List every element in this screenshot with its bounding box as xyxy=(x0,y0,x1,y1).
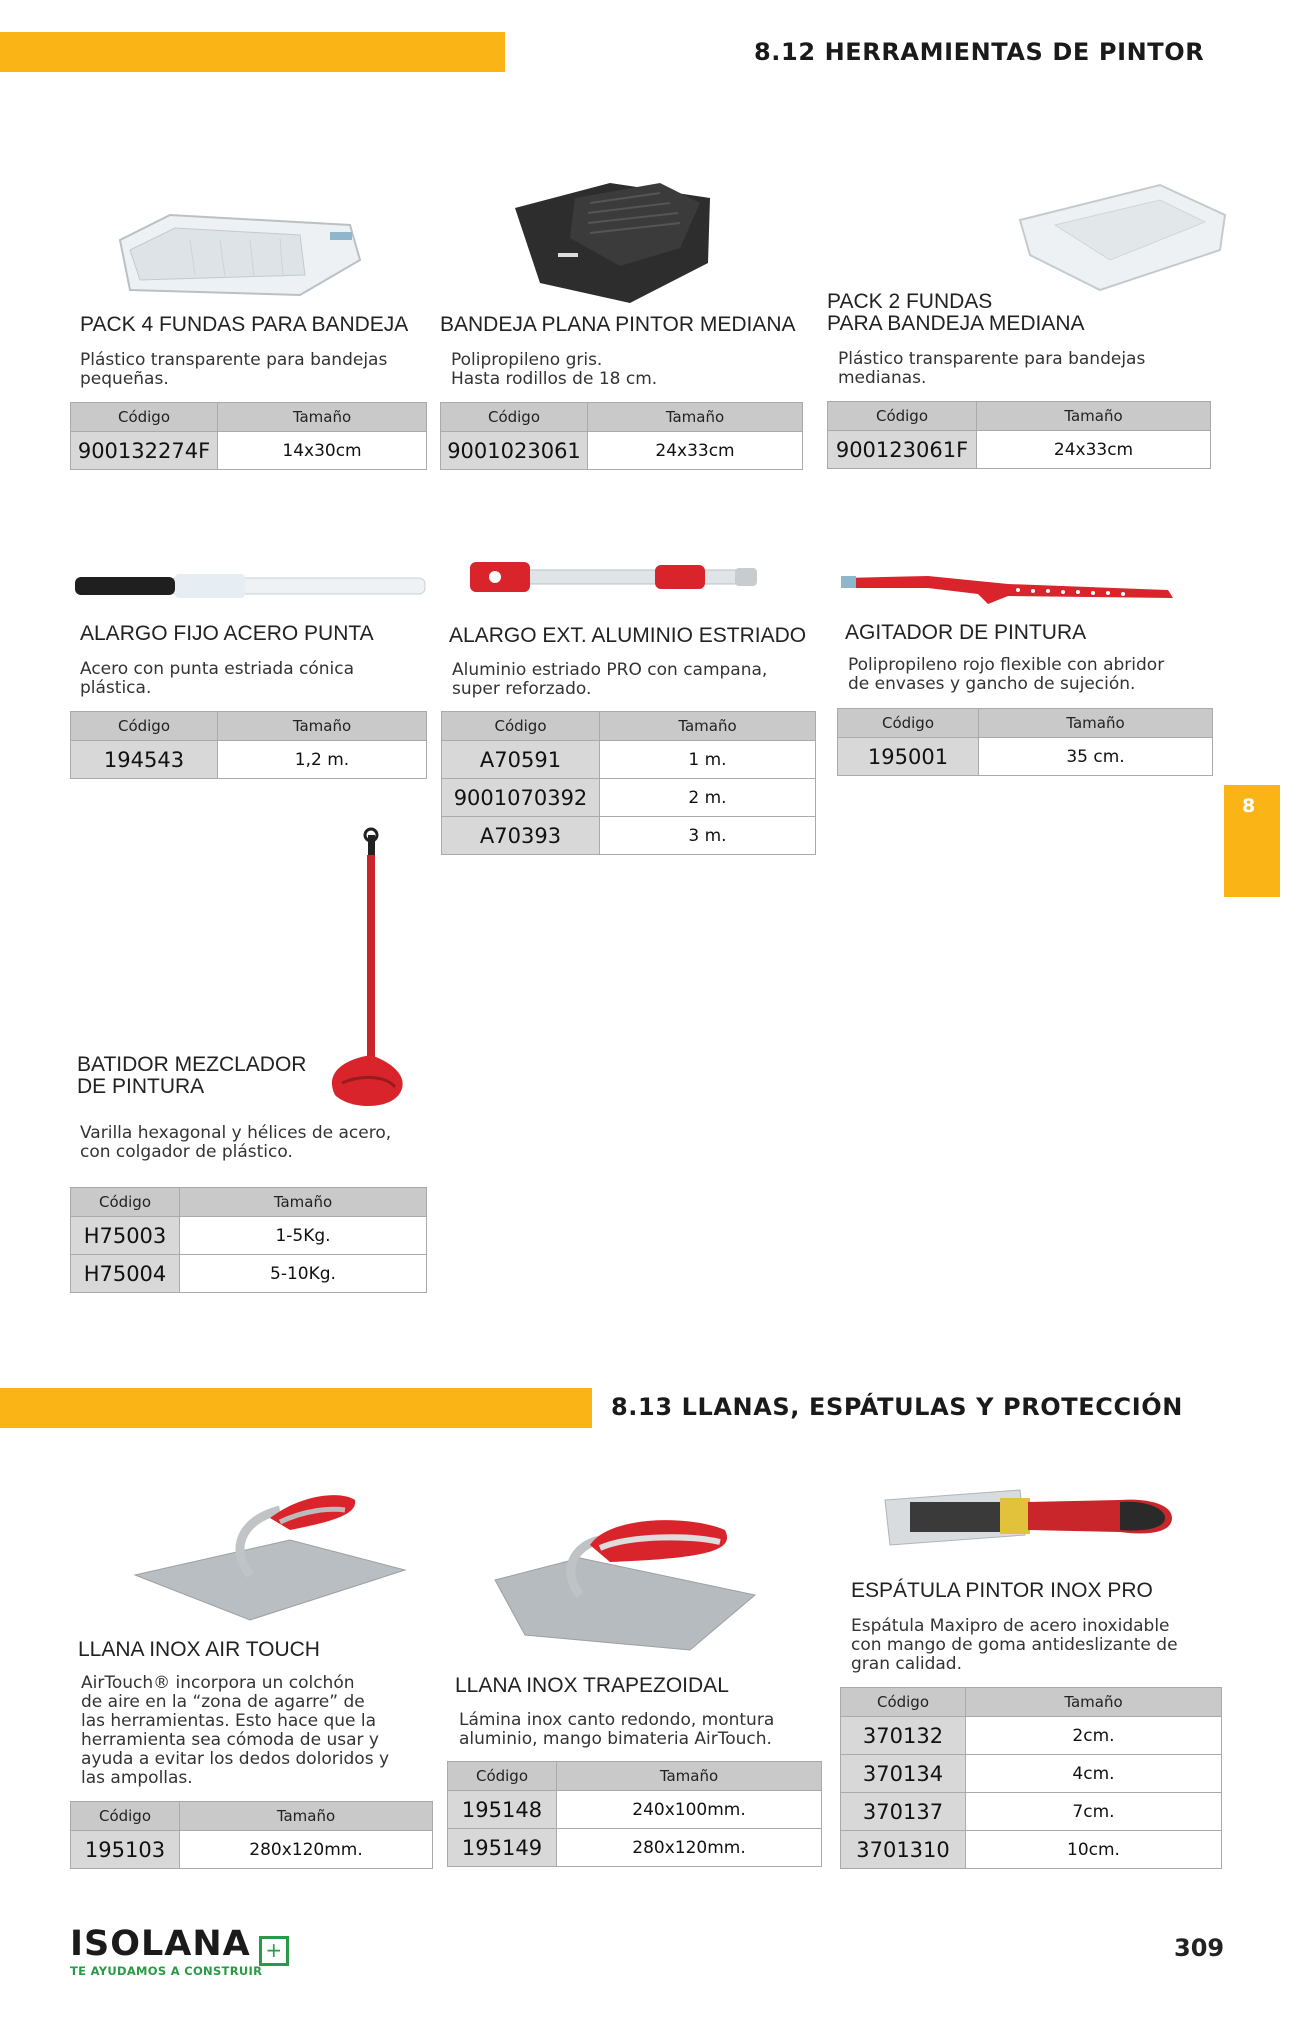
product-size: 240x100mm. xyxy=(557,1791,822,1829)
product-description: Lámina inox canto redondo, montura aluminio, mango bimateria AirTouch. xyxy=(459,1710,775,1749)
product-code: 9001070392 xyxy=(442,779,600,817)
extension-pole-image xyxy=(70,560,430,610)
product-title: LLANA INOX TRAPEZOIDAL xyxy=(455,1674,729,1697)
product-size: 5-10Kg. xyxy=(180,1255,427,1293)
product-size: 2 m. xyxy=(600,779,816,817)
section-accent-bar xyxy=(0,1388,592,1428)
product-title: ALARGO FIJO ACERO PUNTA xyxy=(80,622,374,645)
product-size: 24x33cm xyxy=(977,431,1211,469)
size-header: Tamaño xyxy=(218,712,427,741)
table-row xyxy=(448,1791,822,1829)
table-row xyxy=(71,1831,433,1869)
product-size: 24x33cm xyxy=(588,432,803,470)
code-header: Código xyxy=(441,403,588,432)
size-header: Tamaño xyxy=(180,1802,433,1831)
product-description: Varilla hexagonal y hélices de acero, con colgador de plástico. xyxy=(80,1123,392,1162)
size-header: Tamaño xyxy=(588,403,803,432)
tray-liner-image xyxy=(1010,180,1230,300)
size-header: Tamaño xyxy=(600,712,816,741)
product-size: 35 cm. xyxy=(979,738,1213,776)
chapter-tab xyxy=(1224,785,1280,897)
product-size: 7cm. xyxy=(966,1793,1222,1831)
product-title: BATIDOR MEZCLADOR DE PINTURA xyxy=(77,1053,307,1098)
table-row xyxy=(838,738,1213,776)
code-header: Código xyxy=(71,1802,180,1831)
table-row xyxy=(71,1255,427,1293)
product-title: ESPÁTULA PINTOR INOX PRO xyxy=(851,1579,1153,1602)
product-description: Plástico transparente para bandejas medianas. xyxy=(838,349,1146,388)
code-header: Código xyxy=(841,1688,966,1717)
plus-icon: + xyxy=(259,1936,289,1966)
table-row xyxy=(71,1217,427,1255)
size-header: Tamaño xyxy=(979,709,1213,738)
table-row xyxy=(441,432,803,470)
spec-table xyxy=(70,402,427,470)
table-row xyxy=(841,1793,1222,1831)
product-size: 4cm. xyxy=(966,1755,1222,1793)
logo-tagline: TE AYUDAMOS A CONSTRUIR xyxy=(70,1963,263,1978)
spec-table xyxy=(441,711,816,855)
trowel-image xyxy=(130,1480,410,1630)
product-description: Aluminio estriado PRO con campana, super reforzado. xyxy=(452,660,768,699)
spec-table xyxy=(440,402,803,470)
product-description: Plástico transparente para bandejas pequeñas. xyxy=(80,350,388,389)
putty-knife-image xyxy=(880,1470,1180,1560)
product-title: ALARGO EXT. ALUMINIO ESTRIADO xyxy=(449,624,807,647)
product-size: 1,2 m. xyxy=(218,741,427,779)
product-size: 3 m. xyxy=(600,817,816,855)
product-code: 195149 xyxy=(448,1829,557,1867)
spec-table xyxy=(840,1687,1222,1869)
code-header: Código xyxy=(71,403,218,432)
spec-table xyxy=(447,1761,822,1867)
tray-liner-image xyxy=(100,180,370,310)
product-description: Polipropileno rojo flexible con abridor de envases y gancho de sujeción. xyxy=(848,655,1165,694)
table-row xyxy=(442,779,816,817)
product-title: AGITADOR DE PINTURA xyxy=(845,621,1087,644)
section-title: 8.12 HERRAMIENTAS DE PINTOR xyxy=(754,38,1205,66)
paint-tray-image xyxy=(510,178,710,308)
spec-table xyxy=(70,1187,427,1293)
product-code: H75003 xyxy=(71,1217,180,1255)
product-code: A70591 xyxy=(442,741,600,779)
product-description: Acero con punta estriada cónica plástica. xyxy=(80,659,355,698)
product-size: 1 m. xyxy=(600,741,816,779)
code-header: Código xyxy=(838,709,979,738)
size-header: Tamaño xyxy=(218,403,427,432)
product-code: 370132 xyxy=(841,1717,966,1755)
size-header: Tamaño xyxy=(180,1188,427,1217)
table-row xyxy=(448,1829,822,1867)
product-title: PACK 2 FUNDAS PARA BANDEJA MEDIANA xyxy=(827,290,1085,335)
section-title: 8.13 LLANAS, ESPÁTULAS Y PROTECCIÓN xyxy=(611,1393,1183,1421)
product-code: 370137 xyxy=(841,1793,966,1831)
logo-name: ISOLANA xyxy=(70,1924,251,1964)
size-header: Tamaño xyxy=(557,1762,822,1791)
code-header: Código xyxy=(442,712,600,741)
page-number: 309 xyxy=(1174,1934,1225,1962)
spec-table xyxy=(70,1801,433,1869)
brand-logo xyxy=(70,1924,289,1978)
product-size: 14x30cm xyxy=(218,432,427,470)
paint-stirrer-image xyxy=(838,566,1178,611)
table-row xyxy=(71,741,427,779)
product-code: 900132274F xyxy=(71,432,218,470)
product-title: BANDEJA PLANA PINTOR MEDIANA xyxy=(440,313,796,336)
product-code: 9001023061 xyxy=(441,432,588,470)
spec-table xyxy=(837,708,1213,776)
product-code: A70393 xyxy=(442,817,600,855)
product-description: Espátula Maxipro de acero inoxidable con mango de goma antideslizante de gran calidad. xyxy=(851,1616,1178,1674)
product-title: LLANA INOX AIR TOUCH xyxy=(78,1638,320,1661)
product-size: 1-5Kg. xyxy=(180,1217,427,1255)
product-code: H75004 xyxy=(71,1255,180,1293)
size-header: Tamaño xyxy=(977,402,1211,431)
size-header: Tamaño xyxy=(966,1688,1222,1717)
table-row xyxy=(841,1831,1222,1869)
product-description: AirTouch® incorpora un colchón de aire en la “zona de agarre” de las herramientas. Esto hace que la herramienta sea cómoda de usar y ayuda a evitar los dedos doloridos y las ampollas. xyxy=(81,1673,390,1788)
product-title: PACK 4 FUNDAS PARA BANDEJA xyxy=(80,313,409,336)
paint-mixer-image xyxy=(320,825,410,1115)
product-code: 900123061F xyxy=(828,431,977,469)
spec-table xyxy=(70,711,427,779)
table-row xyxy=(442,741,816,779)
code-header: Código xyxy=(448,1762,557,1791)
table-row xyxy=(841,1755,1222,1793)
code-header: Código xyxy=(828,402,977,431)
product-code: 195001 xyxy=(838,738,979,776)
code-header: Código xyxy=(71,1188,180,1217)
product-code: 194543 xyxy=(71,741,218,779)
product-size: 280x120mm. xyxy=(557,1829,822,1867)
product-code: 195103 xyxy=(71,1831,180,1869)
product-code: 195148 xyxy=(448,1791,557,1829)
trowel-image xyxy=(490,1500,760,1670)
product-size: 10cm. xyxy=(966,1831,1222,1869)
table-row xyxy=(71,432,427,470)
product-description: Polipropileno gris. Hasta rodillos de 18 cm. xyxy=(451,350,658,389)
telescopic-pole-image xyxy=(465,548,765,608)
chapter-number: 8 xyxy=(1242,795,1256,817)
code-header: Código xyxy=(71,712,218,741)
product-size: 280x120mm. xyxy=(180,1831,433,1869)
table-row xyxy=(442,817,816,855)
table-row xyxy=(841,1717,1222,1755)
product-size: 2cm. xyxy=(966,1717,1222,1755)
product-code: 3701310 xyxy=(841,1831,966,1869)
table-row xyxy=(828,431,1211,469)
product-code: 370134 xyxy=(841,1755,966,1793)
spec-table xyxy=(827,401,1211,469)
section-accent-bar xyxy=(0,32,505,72)
